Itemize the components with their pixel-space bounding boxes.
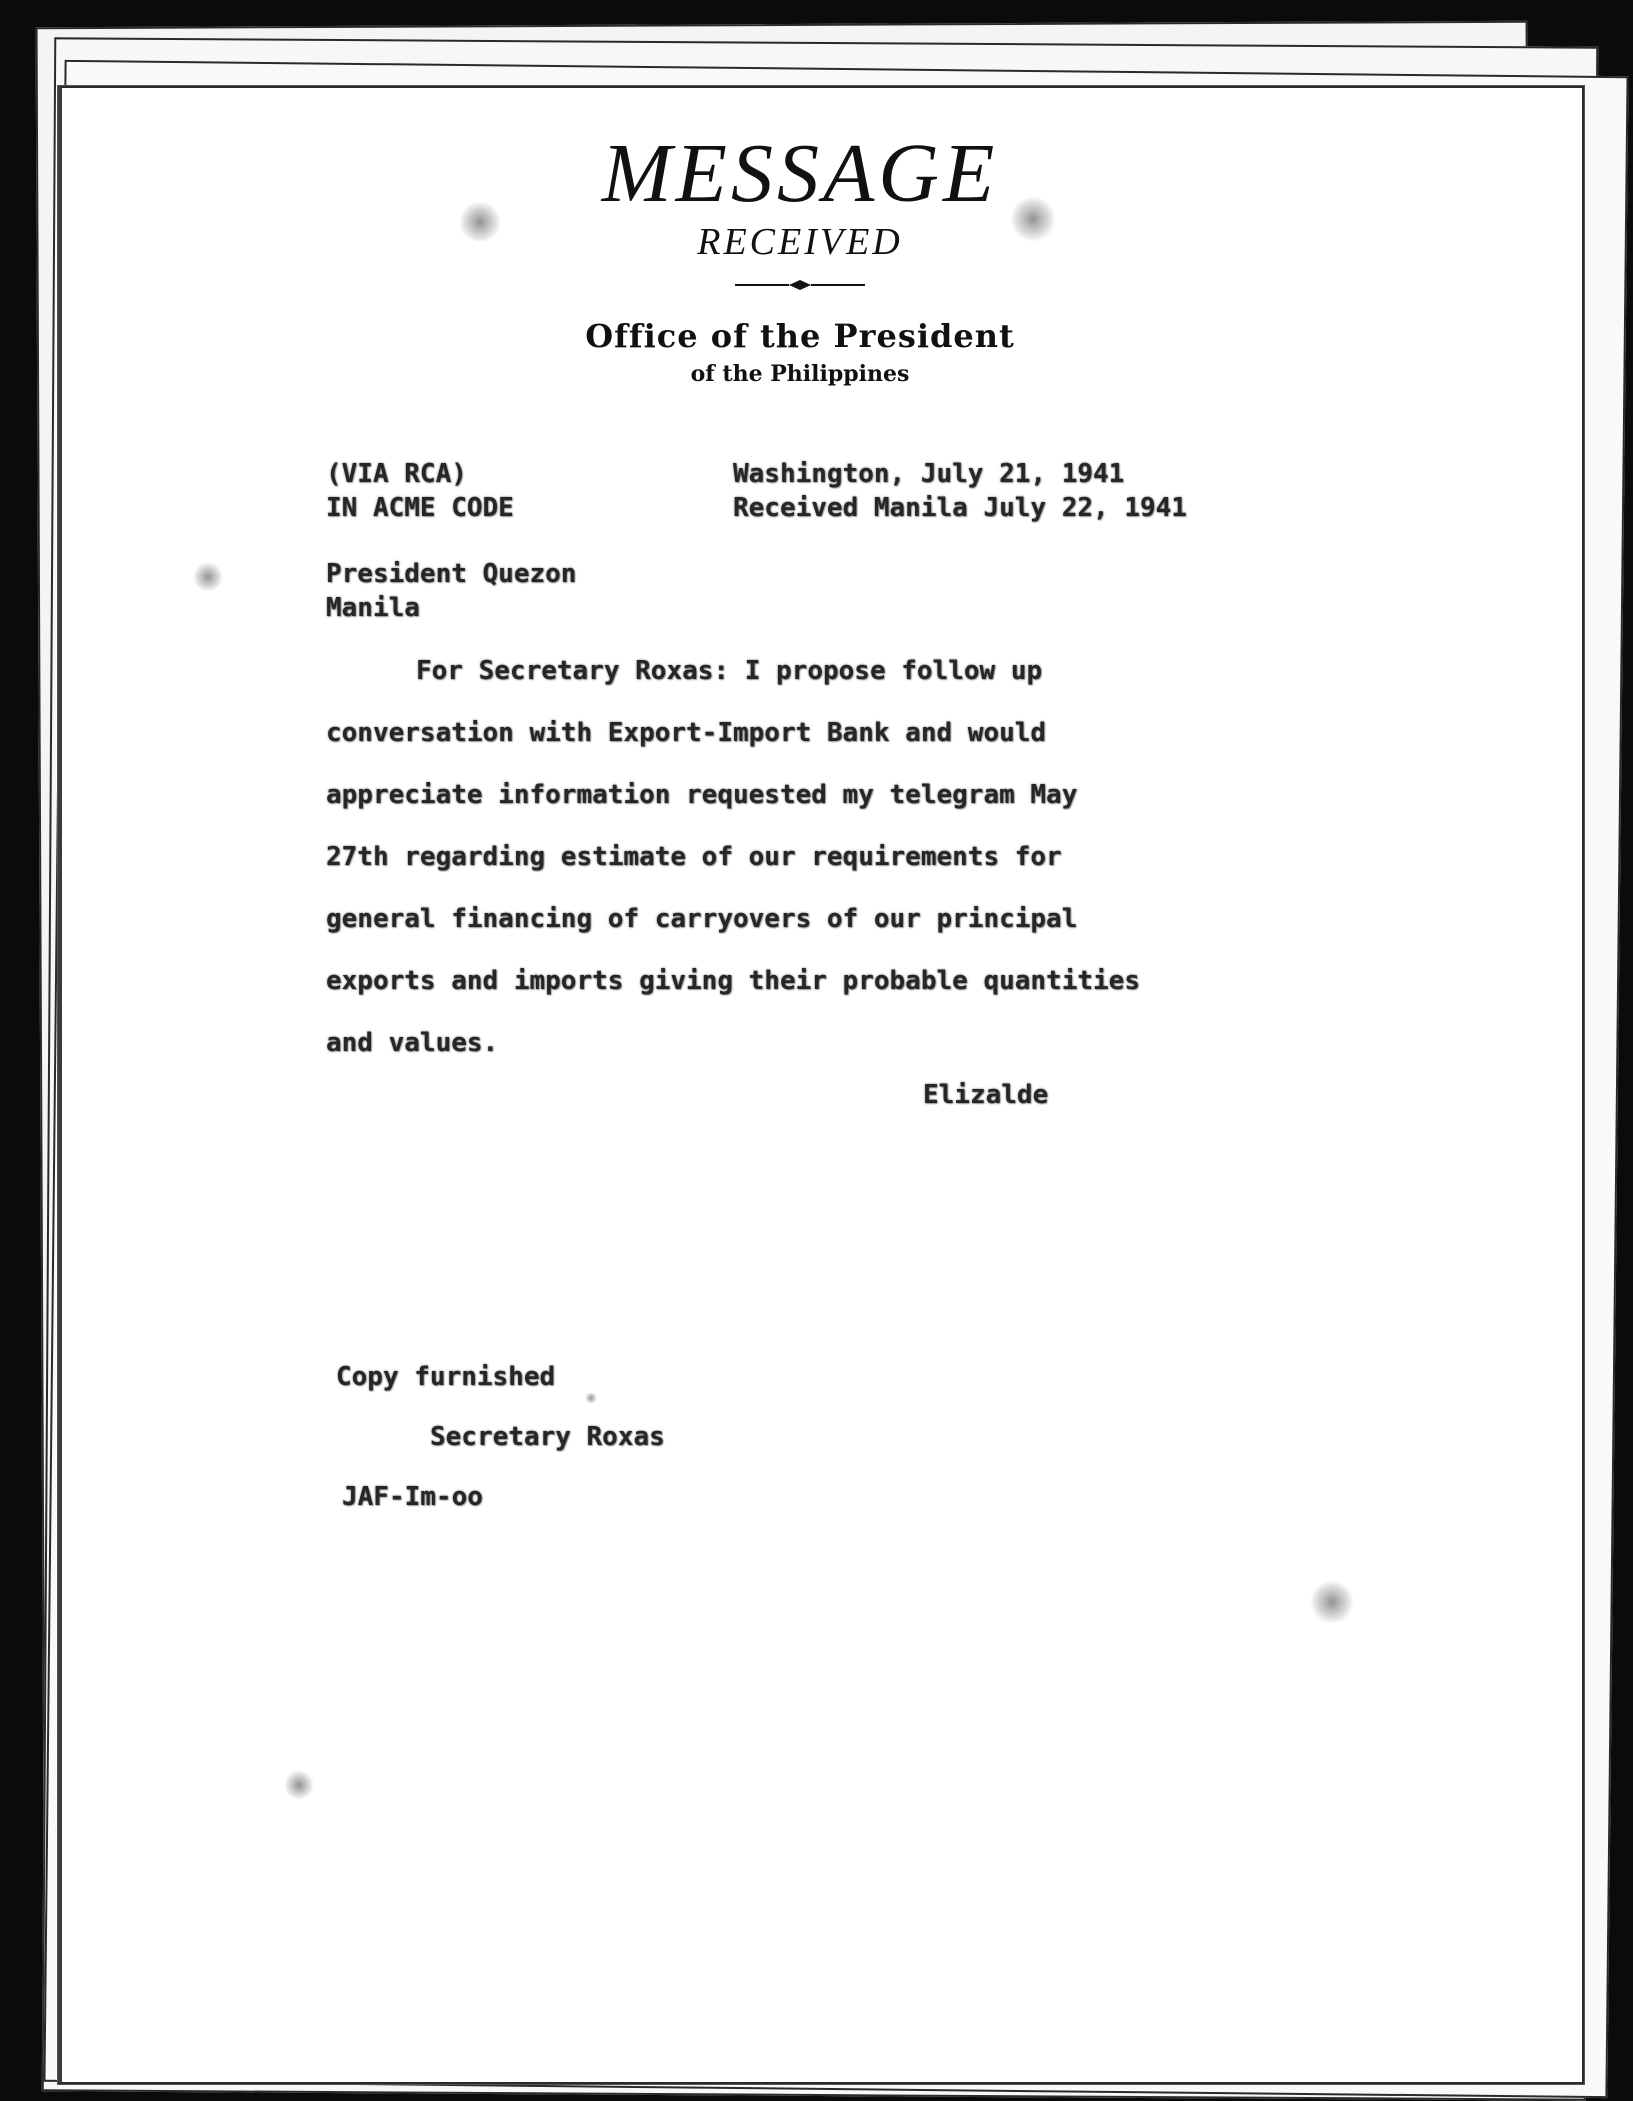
- body-line: and values.: [326, 1028, 499, 1058]
- letterhead: [500, 128, 1100, 391]
- ornamental-divider: [735, 278, 865, 292]
- transmission-code: IN ACME CODE: [326, 493, 514, 523]
- sender-signature: Elizalde: [923, 1080, 1049, 1110]
- office-name: Office of the President: [585, 317, 1015, 355]
- letterhead-subtitle: RECEIVED: [697, 221, 903, 263]
- scan-speck: [284, 1770, 314, 1800]
- sent-date: Washington, July 21, 1941: [733, 459, 1125, 489]
- scan-speck: [1310, 1580, 1354, 1624]
- reference-initials: JAF-Im-oo: [342, 1482, 483, 1512]
- letterhead-title: MESSAGE: [601, 127, 999, 220]
- scan-speck: [585, 1392, 597, 1404]
- body-line: For Secretary Roxas: I propose follow up: [416, 656, 1043, 686]
- addressee-name: President Quezon: [326, 559, 577, 589]
- body-line: 27th regarding estimate of our requirements for: [326, 842, 1062, 872]
- message-body: [326, 640, 1346, 1074]
- addressee: [326, 557, 576, 625]
- transmission-info: [326, 457, 514, 525]
- date-info: [733, 457, 1187, 525]
- addressee-city: Manila: [326, 593, 420, 623]
- scan-speck: [193, 562, 223, 592]
- scan-speck: [460, 200, 500, 244]
- transmission-route: (VIA RCA): [326, 459, 467, 489]
- body-line: appreciate information requested my telegram May: [326, 780, 1078, 810]
- copy-recipient: Secretary Roxas: [430, 1422, 665, 1452]
- received-date: Received Manila July 22, 1941: [733, 493, 1187, 523]
- office-country: of the Philippines: [690, 361, 910, 387]
- copy-furnished-label: Copy furnished: [336, 1362, 556, 1392]
- body-line: exports and imports giving their probable quantities: [326, 966, 1140, 996]
- body-line: conversation with Export-Import Bank and would: [326, 718, 1047, 748]
- body-line: general financing of carryovers of our principal: [326, 904, 1078, 934]
